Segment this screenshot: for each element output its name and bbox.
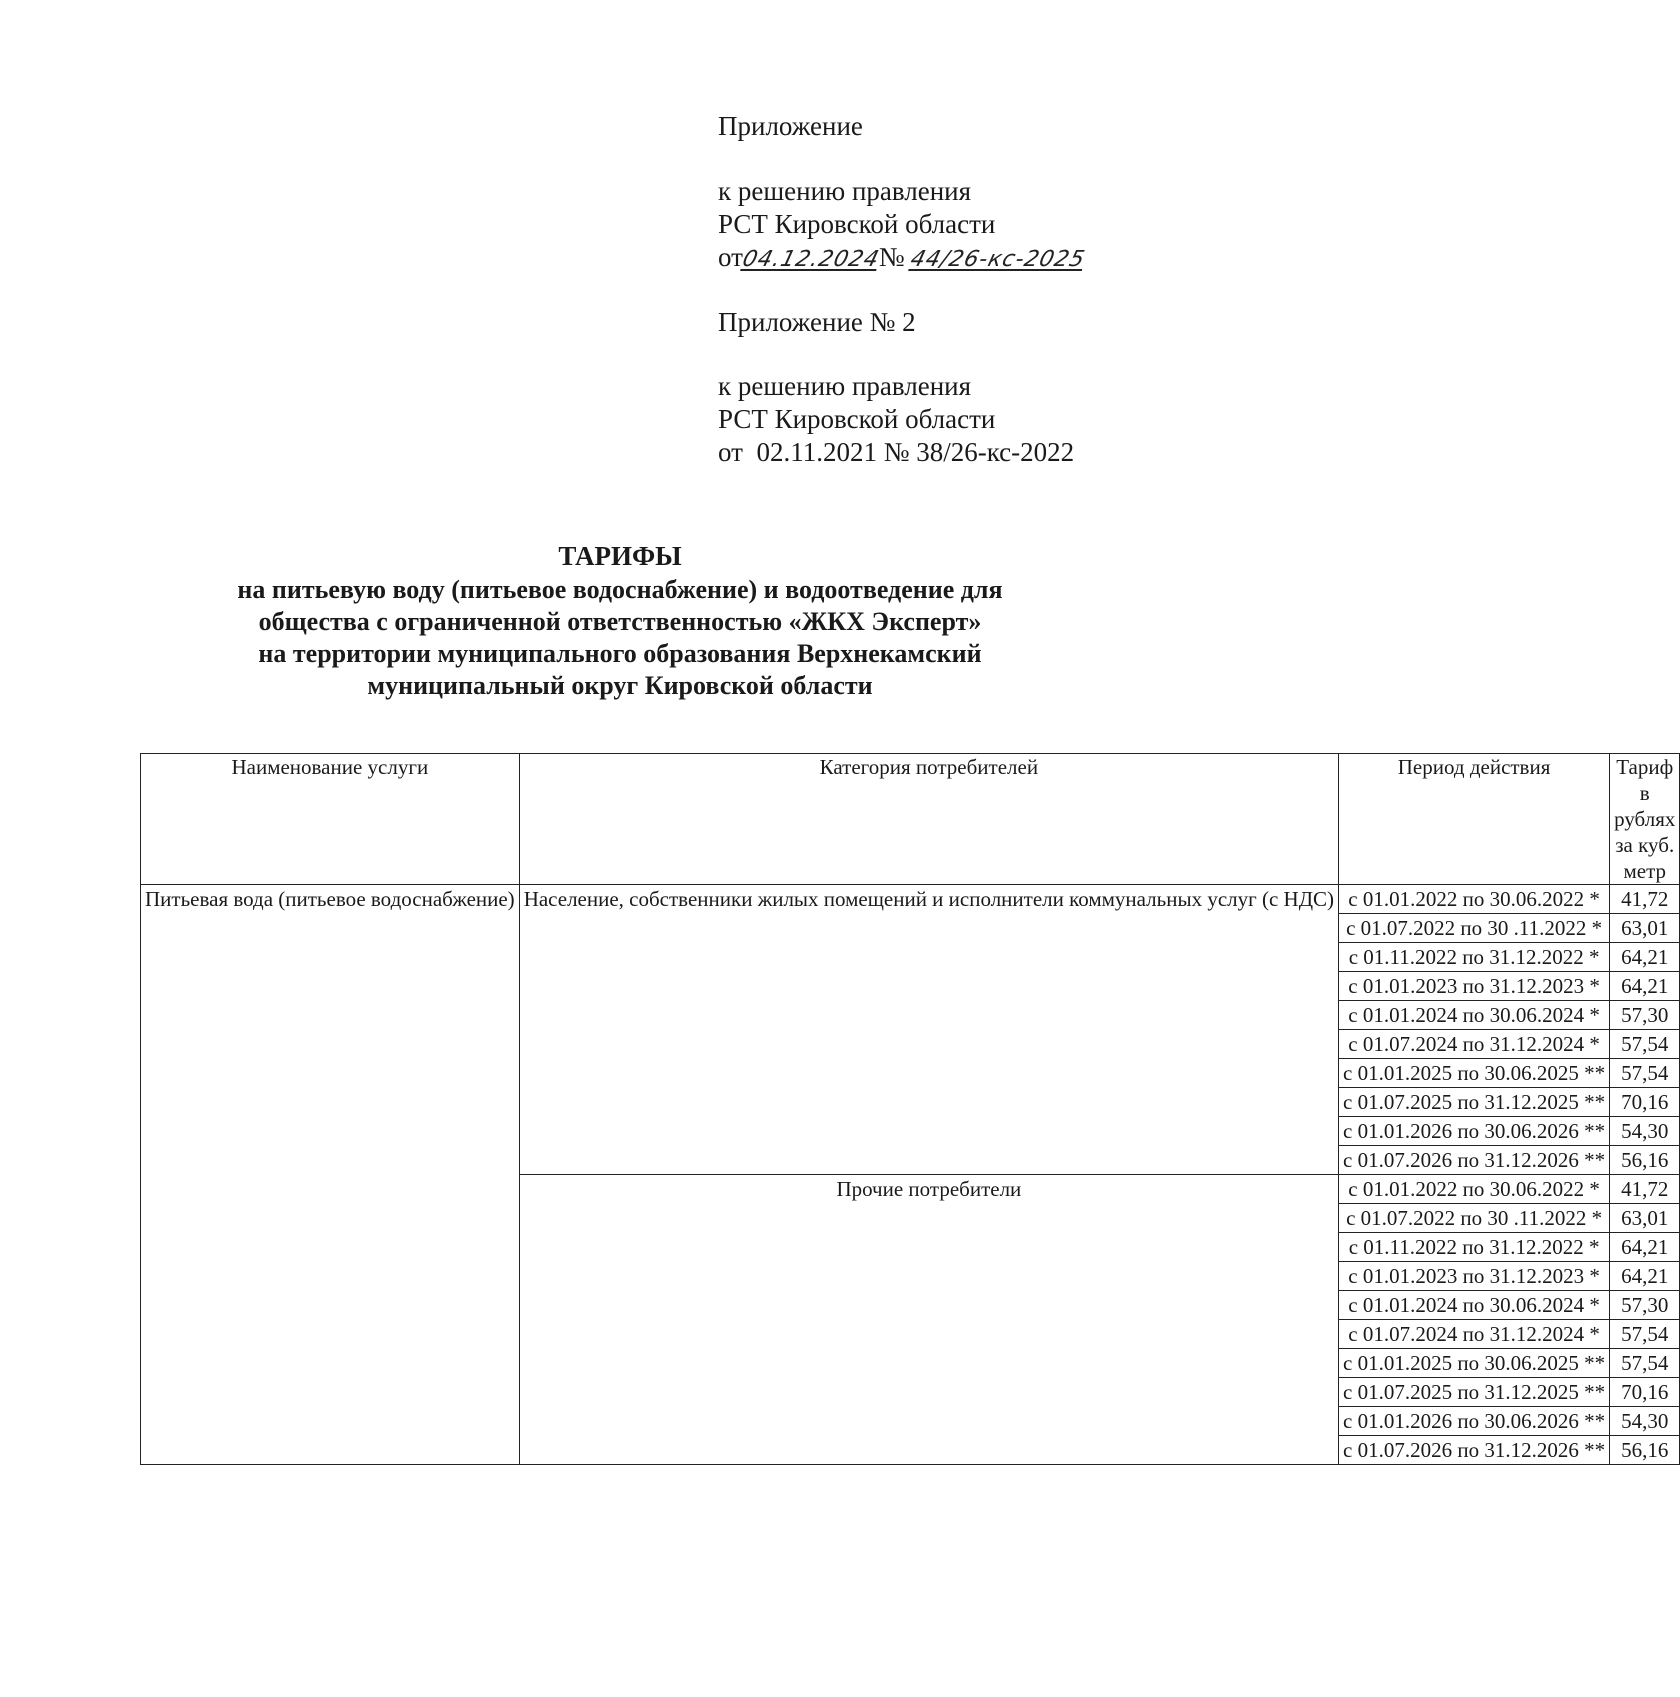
period-cell: с 01.07.2026 по 31.12.2026 **	[1339, 1436, 1610, 1465]
header-category: Категория потребителей	[519, 754, 1338, 885]
appendix-ref-from: от	[718, 242, 743, 272]
period-cell: с 01.07.2022 по 30 .11.2022 *	[1339, 1204, 1610, 1233]
appendix-reference	[718, 175, 1089, 276]
appendix-ref-line3	[718, 241, 1089, 276]
period-cell: с 01.07.2026 по 31.12.2026 **	[1339, 1146, 1610, 1175]
period-cell: с 01.01.2022 по 30.06.2022 *	[1339, 885, 1610, 914]
service-name-cell: Питьевая вода (питьевое водоснабжение)	[141, 885, 520, 1465]
period-cell: с 01.01.2026 по 30.06.2026 **	[1339, 1407, 1610, 1436]
tariff-cell: 63,01	[1610, 914, 1680, 943]
tariff-cell: 64,21	[1610, 943, 1680, 972]
period-cell: с 01.01.2022 по 30.06.2022 *	[1339, 1175, 1610, 1204]
appendix-ref-no: №	[878, 242, 905, 272]
period-cell: с 01.07.2025 по 31.12.2025 **	[1339, 1088, 1610, 1117]
period-cell: с 01.01.2025 по 30.06.2025 **	[1339, 1349, 1610, 1378]
tariff-cell: 54,30	[1610, 1117, 1680, 1146]
title-line4: муниципальный округ Кировской области	[367, 671, 873, 700]
appendix2-reference	[718, 370, 1074, 469]
tariff-cell: 63,01	[1610, 1204, 1680, 1233]
category-cell: Прочие потребители	[519, 1175, 1338, 1465]
tariff-cell: 57,54	[1610, 1349, 1680, 1378]
title-line2: общества с ограниченной ответственностью «ЖКХ Эксперт»	[258, 607, 982, 636]
tariff-cell: 41,72	[1610, 1175, 1680, 1204]
period-cell: с 01.11.2022 по 31.12.2022 *	[1339, 1233, 1610, 1262]
table-body	[141, 885, 1680, 1465]
tariff-cell: 64,21	[1610, 972, 1680, 1001]
period-cell: с 01.07.2022 по 30 .11.2022 *	[1339, 914, 1610, 943]
header-service: Наименование услуги	[141, 754, 520, 885]
period-cell: с 01.01.2025 по 30.06.2025 **	[1339, 1059, 1610, 1088]
appendix2-header	[718, 306, 916, 339]
period-cell: с 01.01.2023 по 31.12.2023 *	[1339, 1262, 1610, 1291]
period-cell: с 01.01.2024 по 30.06.2024 *	[1339, 1291, 1610, 1320]
period-cell: с 01.01.2024 по 30.06.2024 *	[1339, 1001, 1610, 1030]
tariff-cell: 57,54	[1610, 1030, 1680, 1059]
appendix-title: Приложение	[718, 111, 863, 141]
tariff-cell: 64,21	[1610, 1233, 1680, 1262]
tariff-cell: 41,72	[1610, 885, 1680, 914]
appendix2-ref-line3: от 02.11.2021 № 38/26-кс-2022	[718, 437, 1075, 467]
appendix2-ref-line1: к решению правления	[718, 371, 972, 401]
tariff-cell: 57,54	[1610, 1059, 1680, 1088]
appendix-ref-line1: к решению правления	[718, 176, 972, 206]
appendix-ref-line2: РСТ Кировской области	[718, 209, 996, 239]
table-row	[141, 885, 1680, 914]
tariff-cell: 64,21	[1610, 1262, 1680, 1291]
appendix-header	[718, 110, 863, 143]
tariff-cell: 70,16	[1610, 1088, 1680, 1117]
category-cell: Население, собственники жилых помещений и исполнители коммунальных услуг (с НДС)	[519, 885, 1338, 1175]
handwritten-date: 04.12.2024	[739, 247, 883, 272]
tariff-cell: 56,16	[1610, 1146, 1680, 1175]
header-period: Период действия	[1339, 754, 1610, 885]
period-cell: с 01.07.2024 по 31.12.2024 *	[1339, 1030, 1610, 1059]
tariff-cell: 70,16	[1610, 1378, 1680, 1407]
tariff-table	[140, 753, 1680, 1465]
period-cell: с 01.07.2025 по 31.12.2025 **	[1339, 1378, 1610, 1407]
tariff-cell: 56,16	[1610, 1436, 1680, 1465]
appendix2-title: Приложение № 2	[718, 307, 916, 337]
title-main: ТАРИФЫ	[558, 541, 682, 571]
period-cell: с 01.01.2023 по 31.12.2023 *	[1339, 972, 1610, 1001]
tariff-cell: 57,54	[1610, 1320, 1680, 1349]
handwritten-number: 44/26-кс-2025	[908, 247, 1089, 272]
tariff-cell: 57,30	[1610, 1291, 1680, 1320]
title-line1: на питьевую воду (питьевое водоснабжение) и водоотведение для	[237, 575, 1003, 604]
tariff-cell: 57,30	[1610, 1001, 1680, 1030]
period-cell: с 01.11.2022 по 31.12.2022 *	[1339, 943, 1610, 972]
document-title	[0, 540, 1240, 702]
tariff-cell: 54,30	[1610, 1407, 1680, 1436]
period-cell: с 01.07.2024 по 31.12.2024 *	[1339, 1320, 1610, 1349]
title-line3: на территории муниципального образования Верхнекамский	[258, 639, 982, 668]
period-cell: с 01.01.2026 по 30.06.2026 **	[1339, 1117, 1610, 1146]
header-tariff: Тариф в рублях за куб. метр	[1610, 754, 1680, 885]
appendix2-ref-line2: РСТ Кировской области	[718, 404, 996, 434]
table-header-row	[141, 754, 1680, 885]
